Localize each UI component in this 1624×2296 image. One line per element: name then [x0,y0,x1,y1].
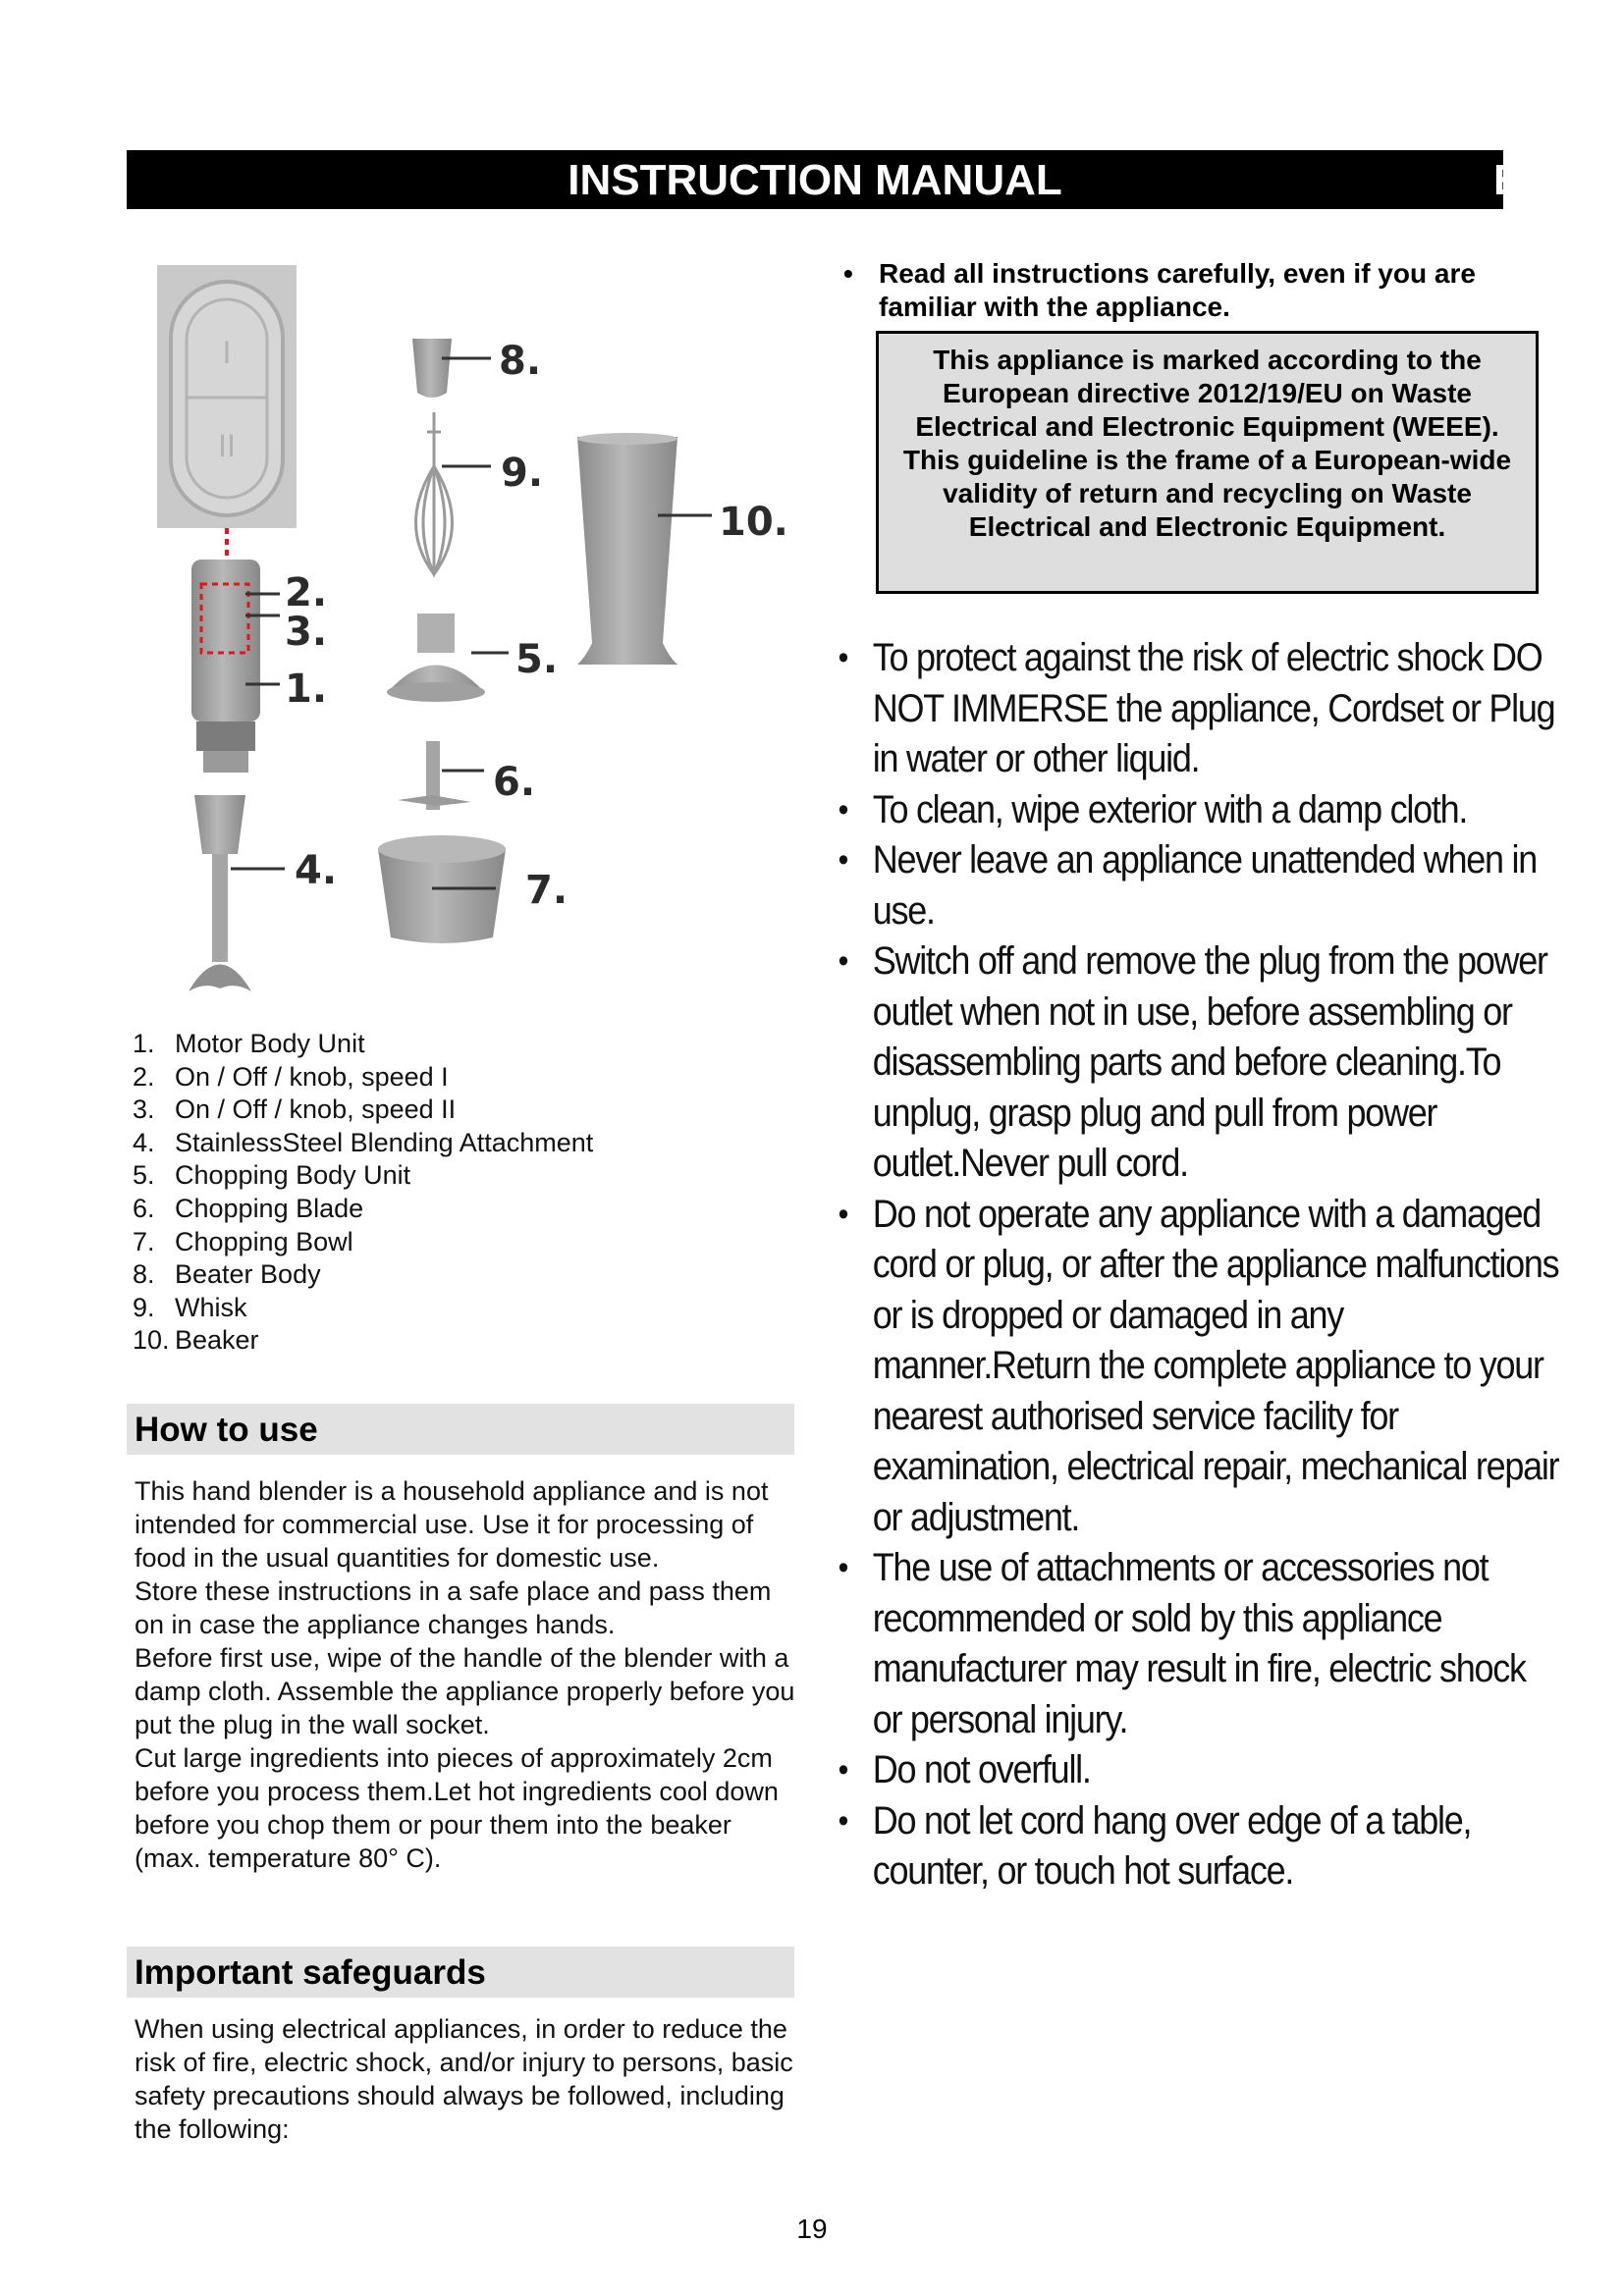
part-number: 3. [133,1095,155,1125]
list-item: • Never leave an appliance unattended when in use. [835,835,1562,936]
blending-attachment-drawing [189,795,251,991]
callout-5: 5. [515,637,559,682]
list-item: • To clean, wipe exterior with a damp cloth. [835,785,1562,836]
part-number: 6. [133,1193,155,1223]
part-number: 5. [133,1160,155,1191]
how-to-use-text [135,1474,802,1875]
paragraph: Cut large ingredients into pieces of approximately 2cm before you process them.Let hot ingredients cool down before you chop them or pour them into the beaker (max. temperature 80° C). [135,1743,779,1873]
callout-4: 4. [295,848,338,893]
list-item: • To protect against the risk of electric shock DO NOT IMMERSE the appliance, Cordset or Plug in water or other liquid. [835,633,1562,785]
callout-1: 1. [285,667,328,712]
callout-7: 7. [525,868,568,913]
paragraph: When using electrical appliances, in order to reduce the risk of fire, electric shock, and/or injury to persons, basic safety precautions should always be followed, including the following: [135,2014,793,2144]
button-mark-1: I [222,335,232,370]
part-label: Beater Body [175,1259,321,1290]
part-label: Chopping Bowl [175,1226,353,1256]
list-item [133,1061,800,1095]
chopping-body-unit-drawing [387,614,485,702]
motor-body-unit-drawing [191,560,260,773]
chopping-blade-drawing [398,741,471,810]
paragraph: This hand blender is a household appliance and is not intended for commercial use. Use it for processing of food in the usual quantities for domestic use. [135,1476,769,1573]
part-label: Motor Body Unit [175,1029,365,1058]
list-item [133,1226,800,1259]
part-number: 2. [133,1061,155,1092]
list-item [133,1094,800,1127]
page-number: 19 [796,2214,828,2244]
list-item: • Do not overfull. [835,1745,1562,1796]
part-label: Chopping Blade [175,1193,364,1223]
list-item [133,1159,800,1193]
list-item [133,1193,800,1226]
list-item: • The use of attachments or accessories not recommended or sold by this appliance manufacturer may result in fire, electric shock or personal injury. [835,1543,1562,1745]
list-item [133,1028,800,1061]
callout-9: 9. [501,451,544,496]
part-number: 9. [133,1292,155,1322]
header-bar [127,150,1554,209]
part-label: Beaker [175,1325,259,1356]
button-mark-2: II [218,428,236,463]
list-item: • Switch off and remove the plug from the power outlet when not in use, before assembling or disassembling parts and before cleaning.To unplug, grasp plug and pull from power outlet.Never pull cord. [835,936,1562,1190]
part-number: 10. [133,1325,170,1356]
part-label: On / Off / knob, speed I [175,1061,449,1092]
parts-diagram [147,260,815,1016]
list-item [133,1127,800,1160]
callout-8: 8. [499,339,542,384]
parts-list [133,1028,800,1358]
beaker-drawing [577,433,677,665]
part-label: On / Off / knob, speed II [175,1095,457,1125]
part-label: StainlessSteel Blending Attachment [175,1127,594,1157]
part-label: Whisk [175,1292,247,1322]
callout-6: 6. [493,760,536,805]
document-title: INSTRUCTION MANUAL [568,156,1062,204]
part-number: 7. [133,1226,155,1256]
list-item: • Do not let cord hang over edge of a table, counter, or touch hot surface. [835,1796,1562,1897]
list-item: • Read all instructions carefully, even if you are familiar with the appliance. [839,257,1527,324]
whisk-drawing [416,412,453,574]
list-item [133,1324,800,1358]
control-panel-closeup [157,265,297,560]
language-code: EN [1493,156,1554,204]
part-number: 8. [133,1259,155,1290]
paragraph: Before first use, wipe of the handle of the blender with a damp cloth. Assemble the appliance properly before you put the plug in the wall socket. [135,1643,795,1739]
safeguards-intro-text [135,2012,802,2146]
part-number: 4. [133,1127,155,1157]
important-safeguards-heading: Important safeguards [127,1947,794,1998]
part-number: 1. [133,1029,155,1058]
part-label: Chopping Body Unit [175,1160,411,1191]
read-instructions-note [839,257,1527,324]
how-to-use-heading: How to use [127,1404,794,1455]
list-item: • Do not operate any appliance with a damaged cord or plug, or after the appliance malfunctions or is dropped or damaged in any manner.Return the complete appliance to your nearest authorised service facility for examination, electrical repair, mechanical repair or adjustment. [835,1190,1562,1544]
callout-10: 10. [719,500,788,545]
callout-3: 3. [285,610,328,655]
callout-2: 2. [285,570,328,615]
beater-body-drawing [412,339,452,398]
paragraph: Store these instructions in a safe place and pass them on in case the appliance changes hands. [135,1576,772,1639]
safety-bullet-list [835,633,1559,1897]
weee-notice-box: This appliance is marked according to the European directive 2012/19/EU on Waste Electrical and Electronic Equipment (WEEE). This guideline is the frame of a European-wide validity of return and recycling on Waste Electrical and Electronic Equipment. [876,331,1539,594]
list-item [133,1292,800,1325]
list-item [133,1258,800,1292]
